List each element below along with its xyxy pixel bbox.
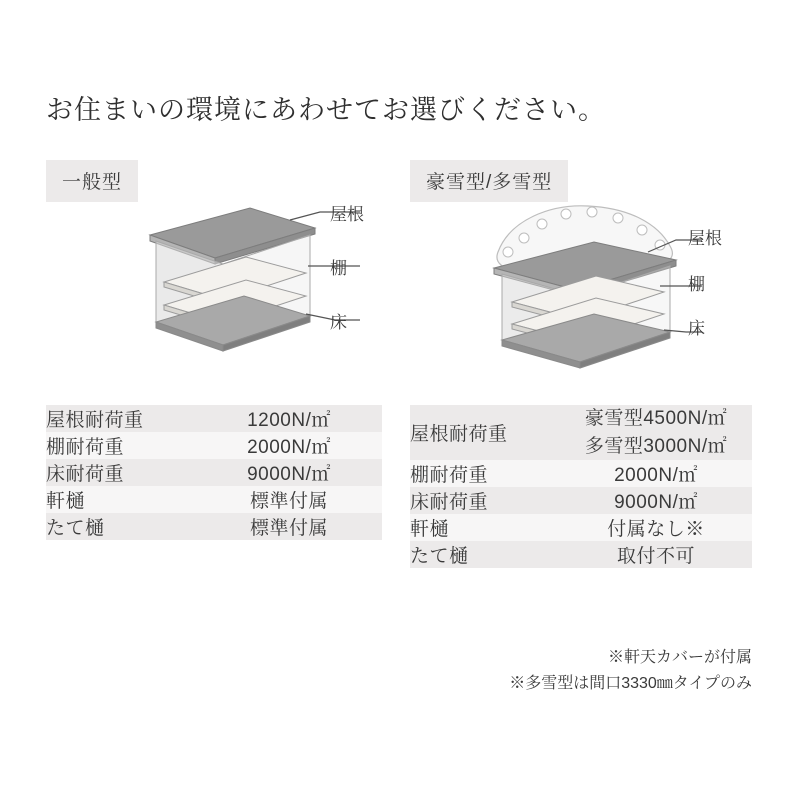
spec-value: 取付不可 [560, 541, 752, 568]
spec-value: 2000N/㎡ [196, 432, 382, 459]
table-row [410, 541, 752, 568]
spec-value-line-1: 豪雪型4500N/㎡ [584, 408, 728, 429]
spec-value-line-2: 多雪型3000N/㎡ [584, 435, 728, 457]
spec-value: 標準付属 [196, 486, 382, 513]
spec-value: 9000N/㎡ [196, 459, 382, 486]
spec-table-heavy-snow [410, 405, 752, 568]
spec-label: 床耐荷重 [410, 487, 560, 514]
spec-label: たて樋 [46, 513, 196, 540]
table-row [410, 514, 752, 541]
column-title-general: 一般型 [46, 160, 138, 202]
page-title: お住まいの環境にあわせてお選びください。 [46, 95, 606, 125]
spec-value [560, 405, 752, 460]
spec-value: 9000N/㎡ [560, 487, 752, 514]
table-row [46, 405, 382, 432]
spec-value: 標準付属 [196, 513, 382, 540]
footnote-1: ※軒天カバーが付属 [607, 649, 752, 666]
table-row [46, 486, 382, 513]
spec-label: 軒樋 [410, 514, 560, 541]
callout-right-floor: 床 [688, 319, 705, 338]
spec-label: 床耐荷重 [46, 459, 196, 486]
table-row [410, 487, 752, 514]
spec-label: 棚耐荷重 [46, 432, 196, 459]
spec-value: 付属なし※ [560, 514, 752, 541]
column-title-heavy-snow: 豪雪型/多雪型 [410, 160, 568, 202]
callout-left-roof: 屋根 [330, 205, 364, 224]
spec-label: たて樋 [410, 541, 560, 568]
table-row [46, 432, 382, 459]
footnotes [410, 645, 752, 698]
spec-label: 軒樋 [46, 486, 196, 513]
callout-right-roof: 屋根 [688, 229, 722, 248]
callout-left-floor: 床 [330, 313, 347, 332]
table-row [410, 460, 752, 487]
spec-label: 棚耐荷重 [410, 460, 560, 487]
spec-value: 2000N/㎡ [560, 460, 752, 487]
footnote-2: ※多雪型は間口3330㎜タイプのみ [509, 675, 752, 693]
callout-left-shelf: 棚 [330, 259, 347, 278]
table-row [46, 513, 382, 540]
spec-label: 屋根耐荷重 [46, 405, 196, 432]
spec-table-general [46, 405, 382, 540]
spec-label: 屋根耐荷重 [410, 405, 560, 460]
callout-right-shelf: 棚 [688, 275, 705, 294]
spec-value: 1200N/㎡ [196, 405, 382, 432]
table-row [410, 405, 752, 460]
illustration-heavy-snow-type [480, 190, 760, 390]
table-row [46, 459, 382, 486]
